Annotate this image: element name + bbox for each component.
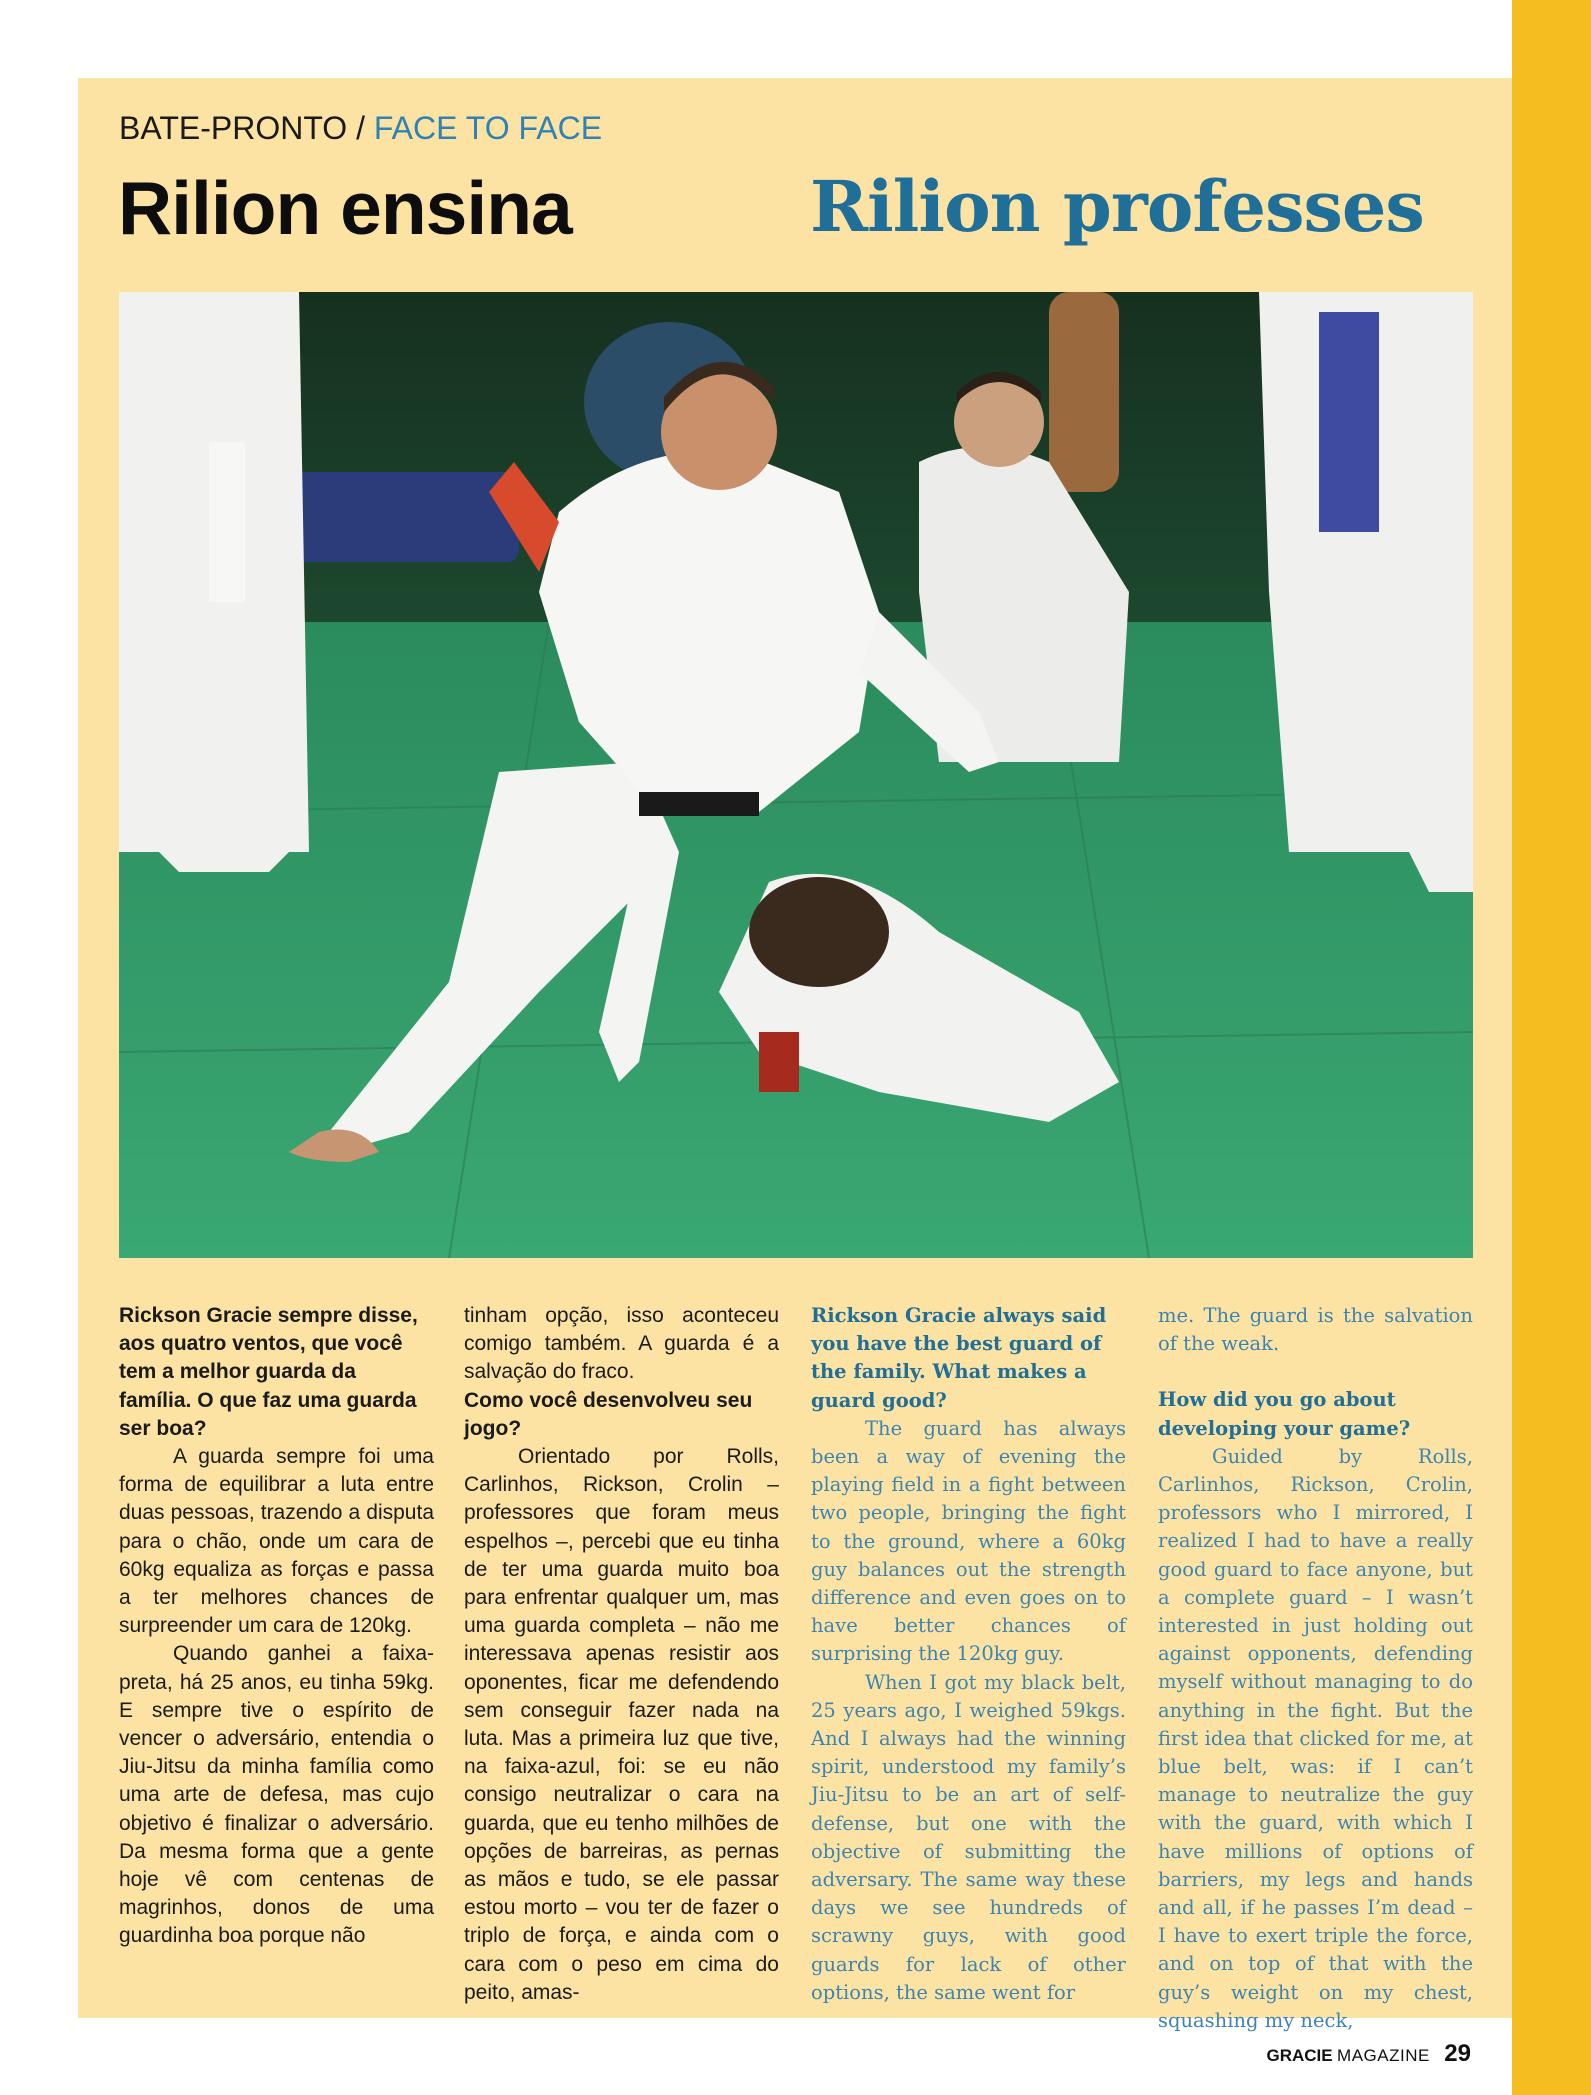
page-footer	[1266, 2040, 1471, 2068]
answer-1-pt: A guarda sempre foi uma forma de equilibrar a luta entre duas pessoas, trazendo a disputa para o chão, onde um cara de 60kg equaliza as forças e passa a ter melhores chances de surpreender um cara de 120kg.	[119, 1445, 434, 1638]
answer-3-en: Guided by Rolls, Carlinhos, Rickson, Crolin, professors who I mirrored, I realized I had to have a really good guard to face anyone, but a complete guard – I wasn’t interested in just holding out against opponents, defending myself without managing to do anything in the fight. But the first idea that clicked for me, at blue belt, was: if I can’t manage to neutralize the guy with the guard, with which I have millions of options of barriers, my legs and hands and all, if he passes I’m dead – I have to exert triple the force, and on top of that with the guy’s weight on my chest, squashing my neck,	[1158, 1444, 1473, 2032]
section-label-en: FACE TO FACE	[373, 110, 603, 146]
page-number: 29	[1444, 2040, 1471, 2067]
footer-brand: GRACIE	[1266, 2046, 1333, 2065]
jiu-jitsu-training-photo	[119, 292, 1473, 1258]
section-label-pt: BATE-PRONTO /	[119, 110, 365, 146]
article-column-en-1	[811, 1302, 1126, 2007]
question-2-pt: Como você desenvolveu seu jogo?	[464, 1388, 753, 1440]
question-1-pt: Rickson Gracie sempre disse, aos quatro ventos, que você tem a melhor guarda da família. O que faz uma guarda ser boa?	[119, 1304, 418, 1440]
headline-en: Rilion professes	[810, 165, 1424, 248]
answer-2-en: When I got my black belt, 25 years ago, I weighed 59kgs. And I always had the winning spirit, understood my family’s Jiu-Jitsu to be an art of self-defense, but one with the objective of submitting the adversary. The same way these days we see hundreds of scrawny guys, with good guards for lack of other options, the same went for	[811, 1670, 1126, 2004]
article-column-pt-1	[119, 1302, 434, 1951]
question-2-en: How did you go about developing your game?	[1158, 1388, 1411, 1440]
footer-magazine: MAGAZINE	[1337, 2046, 1430, 2065]
answer-2-pt-continued: tinham opção, isso aconteceu comigo também. A guarda é a salvação do fraco.	[464, 1304, 779, 1384]
question-1-en: Rickson Gracie always said you have the best guard of the family. What makes a guard good?	[811, 1304, 1107, 1412]
section-label	[119, 110, 602, 147]
answer-1-en: The guard has always been a way of evening the playing field in a fight between two people, bringing the fight to the ground, where a 60kg guy balances out the strength difference and even goes on to have better chances of surprising the 120kg guy.	[811, 1416, 1126, 1666]
headline-pt: Rilion ensina	[118, 166, 572, 250]
right-edge-stripe	[1512, 0, 1591, 2095]
answer-3-pt: Orientado por Rolls, Carlinhos, Rickson, Crolin – professores que foram meus espelhos –, percebi que eu tinha de ter uma guarda muito boa para enfrentar qualquer um, mas uma guarda completa – não me interessava apenas resistir aos oponentes, ficar me defendendo sem conseguir fazer nada na luta. Mas a primeira luz que tive, na faixa-azul, foi: se eu não consigo neutralizar o cara na guarda, que eu tenho milhões de opções de barreiras, as pernas as mãos e tudo, se ele passar estou morto – vou ter de fazer o triplo de força, e ainda com o cara com o peso em cima do peito, amas-	[464, 1445, 779, 2004]
article-column-pt-2	[464, 1302, 779, 2007]
paragraph-gap	[1158, 1358, 1473, 1386]
answer-2-en-continued: me. The guard is the salvation of the weak.	[1158, 1304, 1473, 1356]
article-column-en-2	[1158, 1302, 1473, 2035]
answer-2-pt: Quando ganhei a faixa-preta, há 25 anos, eu tinha 59kg. E sempre tive o espírito de vencer o adversário, entendia o Jiu-Jitsu da minha família como uma arte de defesa, mas cujo objetivo é finalizar o adversário. Da mesma forma que a gente hoje vê com centenas de magrinhos, donos de uma guardinha boa porque não	[119, 1642, 434, 1948]
